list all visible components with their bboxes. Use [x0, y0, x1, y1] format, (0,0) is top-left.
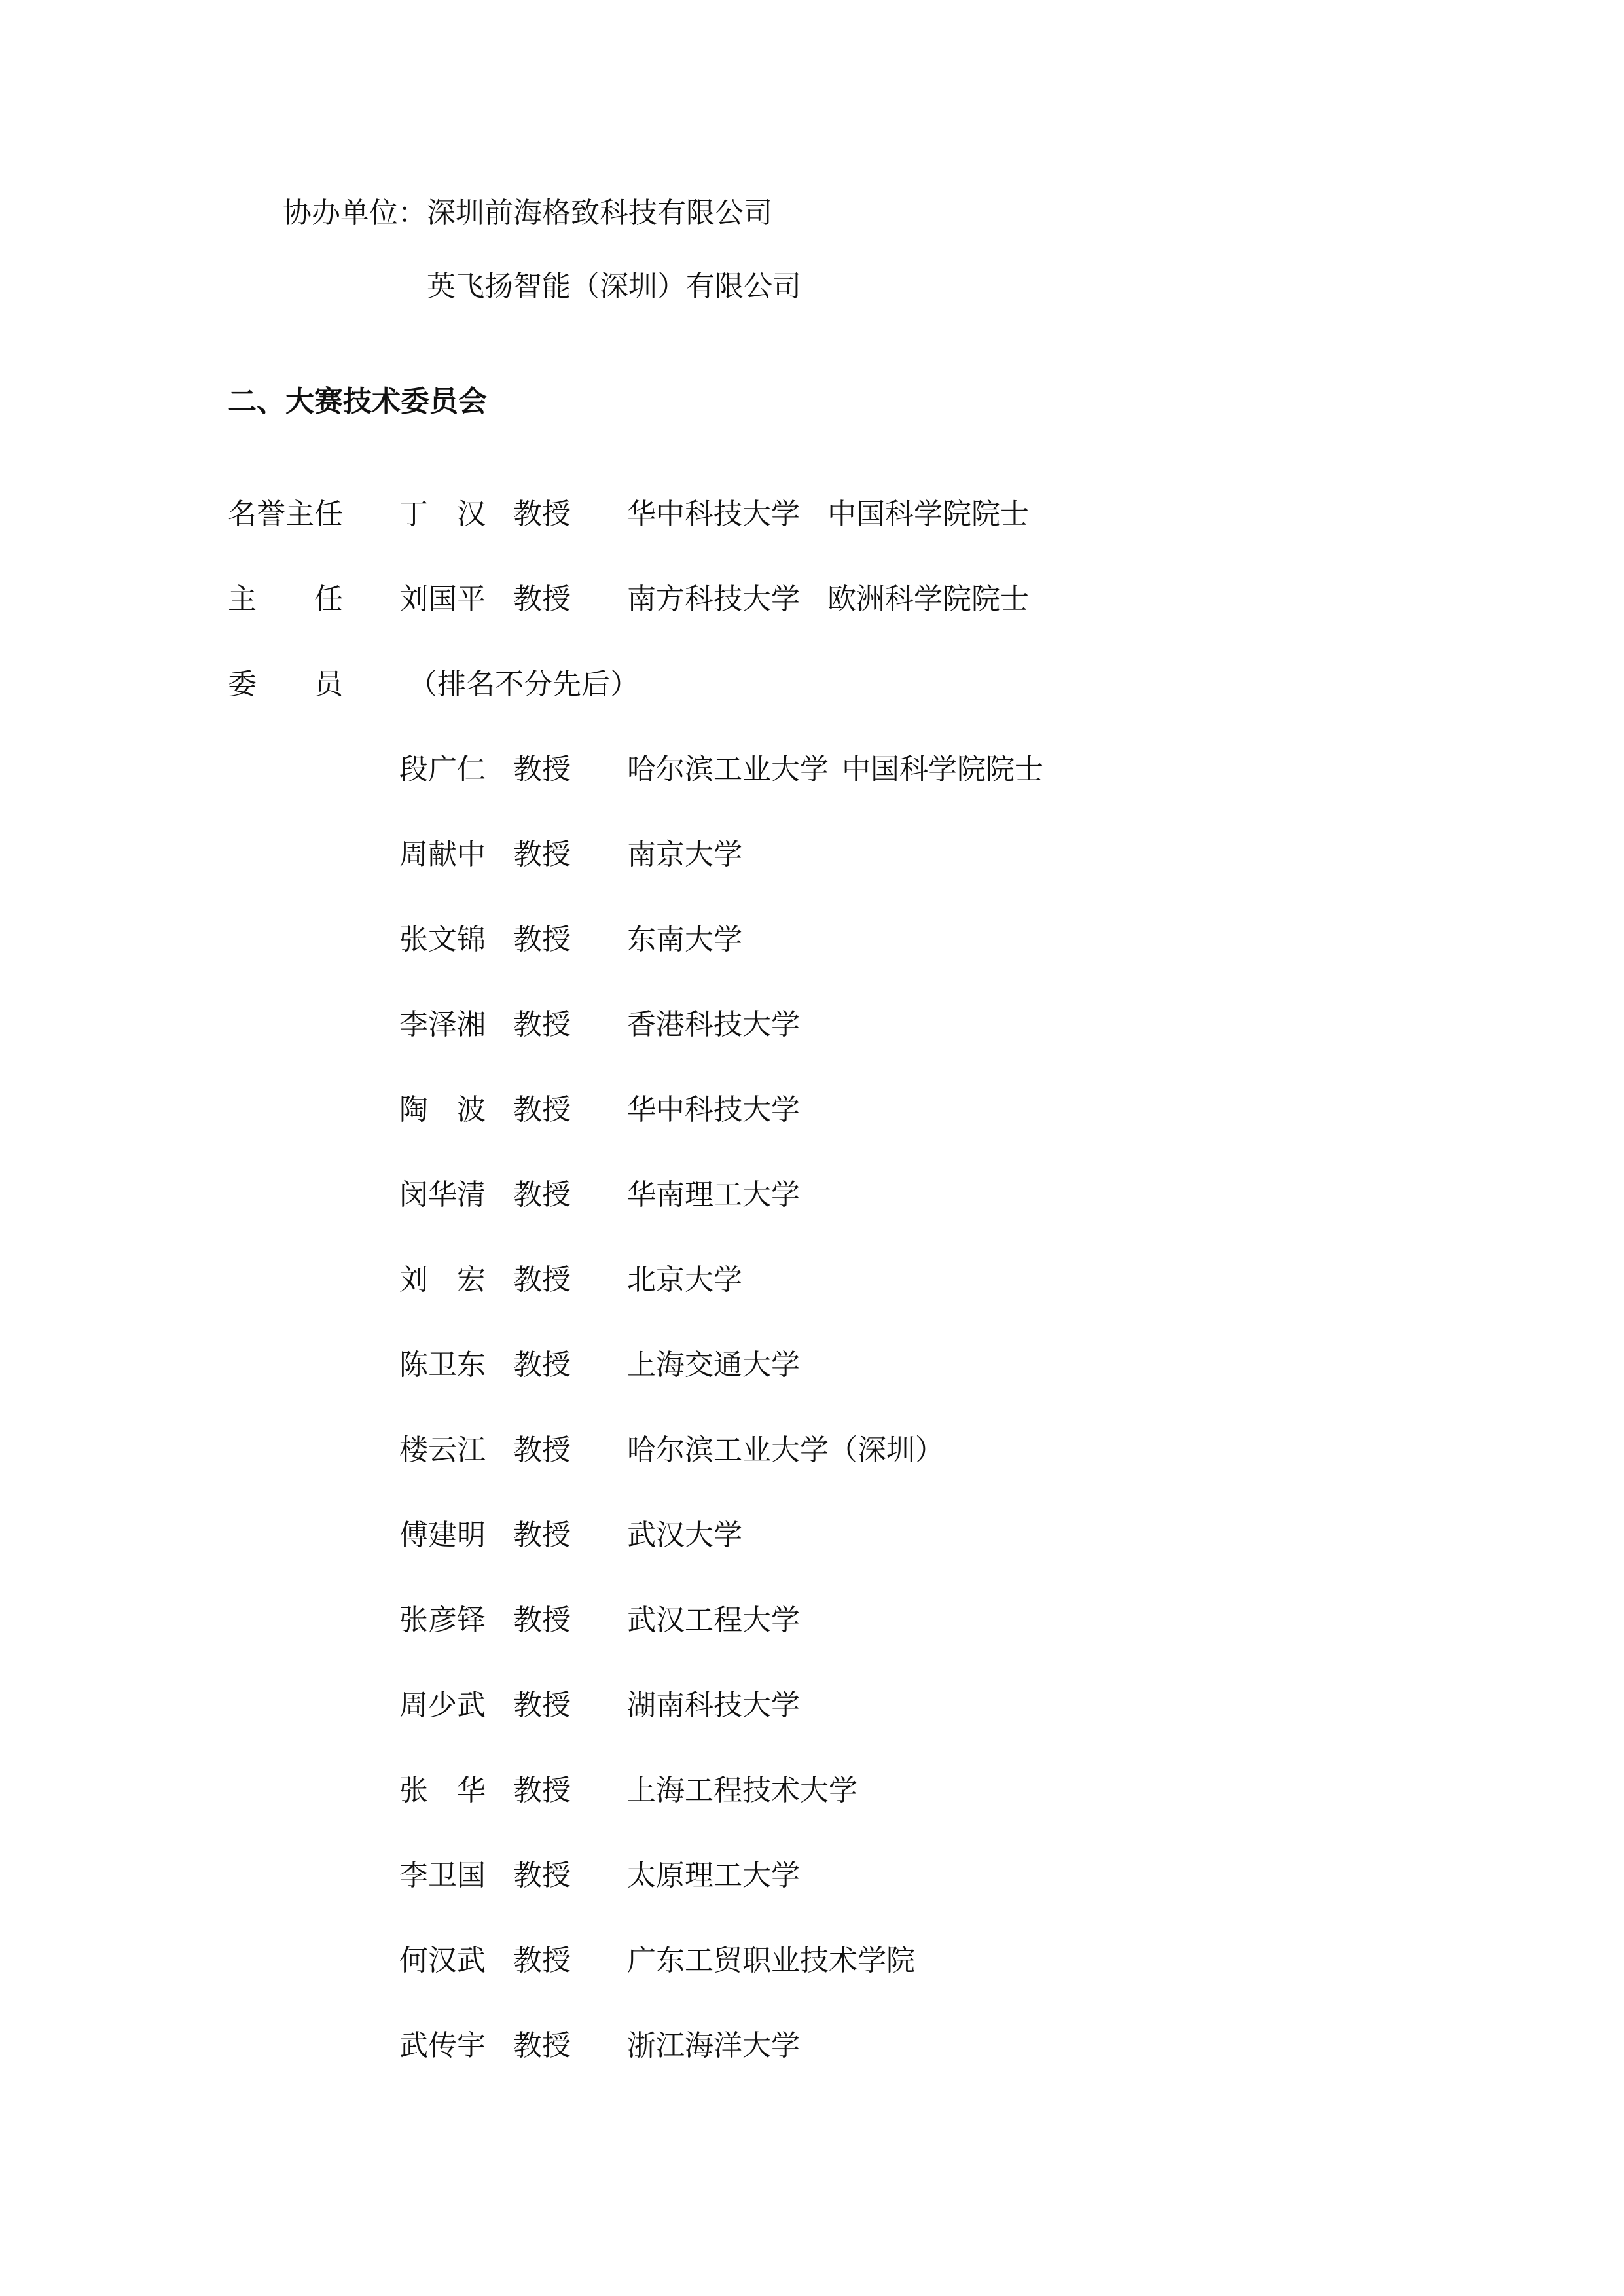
member-title: 教授: [513, 1348, 571, 1382]
member-org: 华中科技大学: [627, 1093, 800, 1126]
member-org: 香港科技大学: [627, 1008, 800, 1041]
member-org: 南京大学: [627, 838, 742, 871]
cohost-company-2: 英飞扬智能（深圳）有限公司: [427, 270, 801, 303]
member-title: 教授: [513, 1604, 571, 1637]
honorary-chair-org: 华中科技大学: [627, 497, 800, 531]
member-name: 傅建明: [399, 1518, 486, 1552]
member-org: 东南大学: [627, 923, 742, 956]
member-name: 武传宇: [399, 2029, 486, 2062]
member-name: 楼云江: [399, 1433, 486, 1467]
member-org: 哈尔滨工业大学: [627, 753, 829, 786]
member-name: 陶 波: [399, 1093, 486, 1126]
member-title: 教授: [513, 1178, 571, 1211]
member-name: 陈卫东: [399, 1348, 486, 1382]
member-title: 教授: [513, 753, 571, 786]
honorary-chair-name: 丁 汉: [399, 497, 486, 531]
member-honor: 中国科学院院士: [842, 753, 1043, 786]
member-org: 浙江海洋大学: [627, 2029, 800, 2062]
member-org: 华南理工大学: [627, 1178, 800, 1211]
member-name: 张彦铎: [399, 1604, 486, 1637]
chair-honor: 欧洲科学院院士: [827, 583, 1029, 616]
member-org: 北京大学: [627, 1263, 742, 1297]
member-name: 李泽湘: [399, 1008, 486, 1041]
member-name: 闵华清: [399, 1178, 486, 1211]
members-role: 委 员: [228, 668, 343, 701]
member-title: 教授: [513, 1689, 571, 1722]
member-name: 周少武: [399, 1689, 486, 1722]
member-org: 武汉工程大学: [627, 1604, 800, 1637]
member-title: 教授: [513, 1944, 571, 1977]
member-name: 周献中: [399, 838, 486, 871]
member-name: 段广仁: [399, 753, 486, 786]
chair-org: 南方科技大学: [627, 583, 800, 616]
members-note: （排名不分先后）: [408, 668, 639, 701]
chair-name: 刘国平: [399, 583, 486, 616]
member-title: 教授: [513, 1263, 571, 1297]
member-title: 教授: [513, 1433, 571, 1467]
honorary-chair-title: 教授: [513, 497, 571, 531]
cohost-company-1: 深圳前海格致科技有限公司: [427, 196, 772, 230]
member-name: 李卫国: [399, 1859, 486, 1892]
member-title: 教授: [513, 838, 571, 871]
member-org: 哈尔滨工业大学（深圳）: [627, 1433, 944, 1467]
member-title: 教授: [513, 2029, 571, 2062]
member-title: 教授: [513, 1774, 571, 1807]
member-name: 张 华: [399, 1774, 486, 1807]
member-org: 上海工程技术大学: [627, 1774, 857, 1807]
member-title: 教授: [513, 1093, 571, 1126]
member-org: 湖南科技大学: [627, 1689, 800, 1722]
member-name: 刘 宏: [399, 1263, 486, 1297]
member-org: 广东工贸职业技术学院: [627, 1944, 915, 1977]
cohost-label: 协办单位：: [283, 196, 427, 230]
member-org: 武汉大学: [627, 1518, 742, 1552]
chair-role: 主 任: [228, 583, 343, 616]
member-title: 教授: [513, 923, 571, 956]
section-heading: 二、大赛技术委员会: [228, 385, 487, 418]
honorary-chair-honor: 中国科学院院士: [827, 497, 1029, 531]
member-title: 教授: [513, 1859, 571, 1892]
member-title: 教授: [513, 1518, 571, 1552]
honorary-chair-role: 名誉主任: [228, 497, 343, 531]
member-name: 张文锦: [399, 923, 486, 956]
member-title: 教授: [513, 1008, 571, 1041]
chair-title: 教授: [513, 583, 571, 616]
member-org: 太原理工大学: [627, 1859, 800, 1892]
member-org: 上海交通大学: [627, 1348, 800, 1382]
member-name: 何汉武: [399, 1944, 486, 1977]
